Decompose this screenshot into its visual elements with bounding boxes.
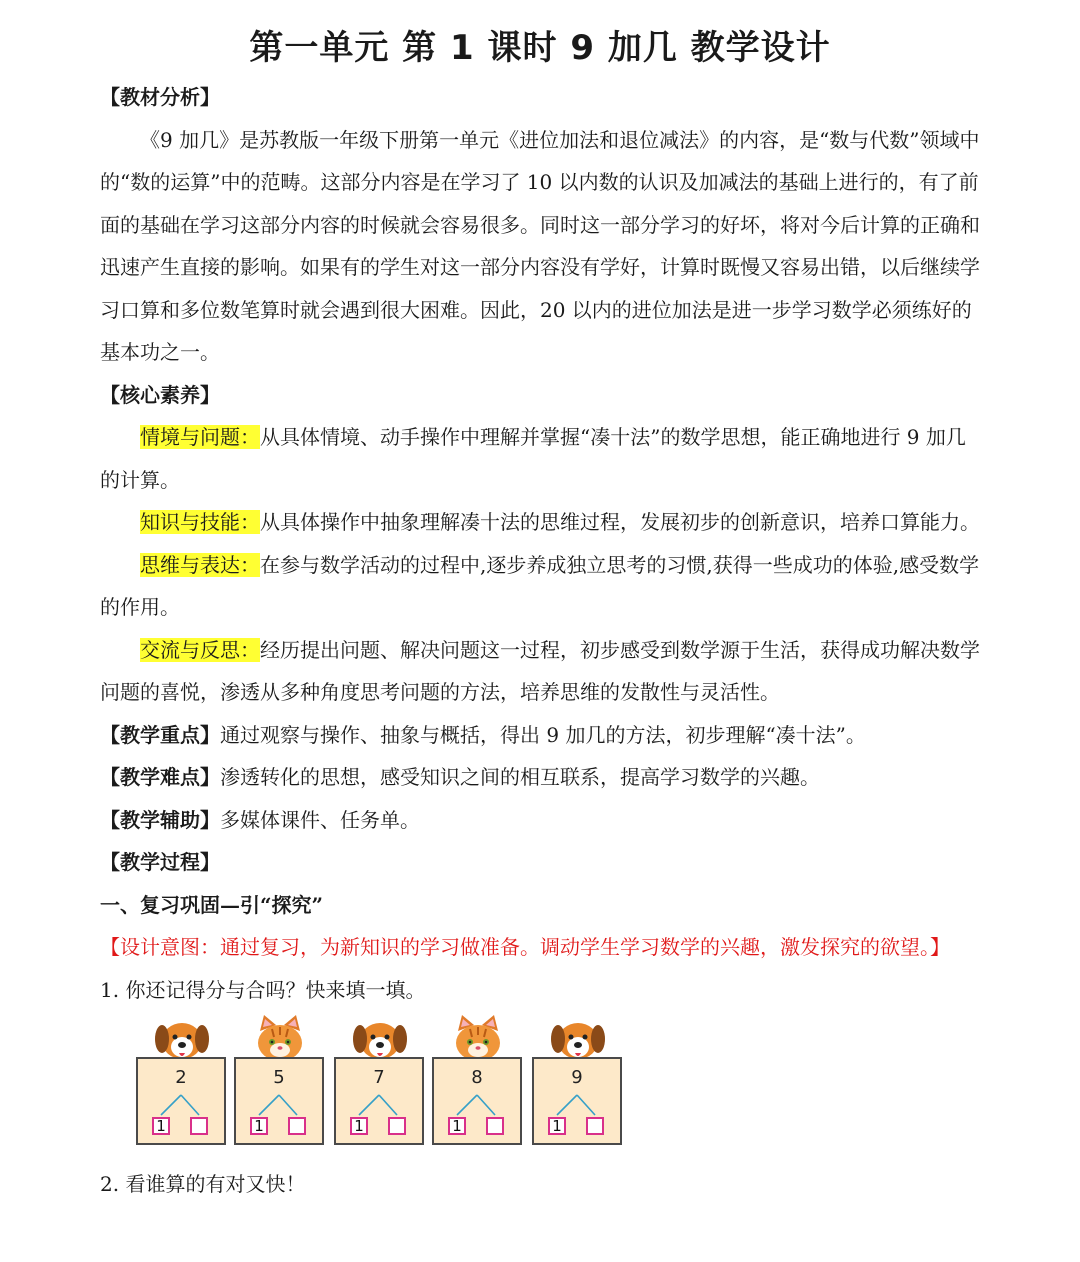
process-heading: 【教学过程】 (100, 850, 220, 874)
dog-icon (350, 1015, 410, 1063)
split-card (532, 1015, 628, 1163)
split-lines (138, 1093, 224, 1117)
split-lines (236, 1093, 322, 1117)
left-part-box: 1 (548, 1117, 566, 1135)
left-part-box: 1 (250, 1117, 268, 1135)
left-part-box: 1 (152, 1117, 170, 1135)
split-combine-exercise (100, 1015, 982, 1163)
core-item-knowledge (100, 501, 982, 544)
key-heading: 【教学重点】 (100, 722, 220, 747)
right-part-box[interactable] (288, 1117, 306, 1135)
analysis-paragraph: 《9 加几》是苏教版一年级下册第一单元《进位加法和退位减法》的内容，是“数与代数”领域中的“数的运算”中的范畴。这部分内容是在学习了 10 以内数的认识及加减法的基础上进行的，有了前面的基础在学习这部分内容的时候就会容易很多。同时这一部分学习的好坏，将对今后计算的正确和迅速产生直接的影响。如果有的学生对这一部分内容没有学好，计算时既慢又容易出错，以后继续学习口算和多位数笔算时就会遇到很大困难。因此，20 以内的进位加法是进一步学习数学必须练好的基本功之一。 (100, 127, 980, 364)
key-text: 通过观察与操作、抽象与概括，得出 9 加几的方法，初步理解“凑十法”。 (220, 722, 866, 747)
difficult-text: 渗透转化的思想，感受知识之间的相互联系，提高学习数学的兴趣。 (220, 765, 820, 789)
core-item-label: 交流与反思： (140, 637, 260, 662)
core-item-text: 在参与数学活动的过程中,逐步养成独立思考的习惯,获得一些成功的体验,感受数学的作用。 (100, 552, 980, 619)
number-box (432, 1057, 522, 1145)
left-part-box: 1 (350, 1117, 368, 1135)
aids-heading: 【教学辅助】 (100, 807, 220, 832)
question-2: 2. 看谁算的有对又快！ (100, 1172, 306, 1196)
number-box (136, 1057, 226, 1145)
document-body (100, 76, 982, 1206)
design-intent: 【设计意图：通过复习，为新知识的学习做准备。调动学生学习数学的兴趣，激发探究的欲望。】 (100, 935, 950, 959)
core-item-reflection (100, 629, 982, 714)
key-point (100, 714, 982, 757)
right-part-box[interactable] (388, 1117, 406, 1135)
core-item-text: 经历提出问题、解决问题这一过程，初步感受到数学源于生活，获得成功解决数学问题的喜悦，渗透从多种角度思考问题的方法，培养思维的发散性与灵活性。 (100, 637, 980, 704)
core-item-label: 思维与表达： (140, 552, 260, 577)
number-box (234, 1057, 324, 1145)
core-item-text: 从具体操作中抽象理解凑十法的思维过程，发展初步的创新意识，培养口算能力。 (260, 510, 980, 534)
split-card (334, 1015, 430, 1163)
cat-icon (448, 1015, 508, 1063)
split-card (432, 1015, 528, 1163)
split-card (136, 1015, 232, 1163)
total-number: 2 (175, 1067, 187, 1088)
core-item-situation (100, 416, 982, 501)
core-item-thinking (100, 544, 982, 629)
left-part-box: 1 (448, 1117, 466, 1135)
dog-icon (548, 1015, 608, 1063)
split-lines (336, 1093, 422, 1117)
part1-title: 一、复习巩固—引“探究” (100, 892, 324, 917)
total-number: 9 (571, 1067, 583, 1088)
number-box (532, 1057, 622, 1145)
analysis-heading: 【教材分析】 (100, 85, 220, 109)
question-1: 1. 你还记得分与合吗？快来填一填。 (100, 977, 426, 1002)
page-title: 第一单元 第 1 课时 9 加几 教学设计 (249, 28, 831, 68)
total-number: 5 (273, 1067, 285, 1088)
right-part-box[interactable] (486, 1117, 504, 1135)
split-card (234, 1015, 330, 1163)
core-item-label: 情境与问题： (140, 425, 260, 449)
split-lines (534, 1093, 620, 1117)
core-item-text: 从具体情境、动手操作中理解并掌握“凑十法”的数学思想，能正确地进行 9 加几的计算。 (100, 425, 966, 492)
difficult-point (100, 756, 982, 799)
total-number: 7 (373, 1067, 385, 1088)
split-lines (434, 1093, 520, 1117)
core-heading: 【核心素养】 (100, 382, 220, 407)
dog-icon (152, 1015, 212, 1063)
difficult-heading: 【教学难点】 (100, 765, 220, 789)
number-box (334, 1057, 424, 1145)
aids-text: 多媒体课件、任务单。 (220, 807, 420, 832)
right-part-box[interactable] (586, 1117, 604, 1135)
cat-icon (250, 1015, 310, 1063)
teaching-aids (100, 799, 982, 842)
total-number: 8 (471, 1067, 483, 1088)
core-item-label: 知识与技能： (140, 510, 260, 534)
right-part-box[interactable] (190, 1117, 208, 1135)
